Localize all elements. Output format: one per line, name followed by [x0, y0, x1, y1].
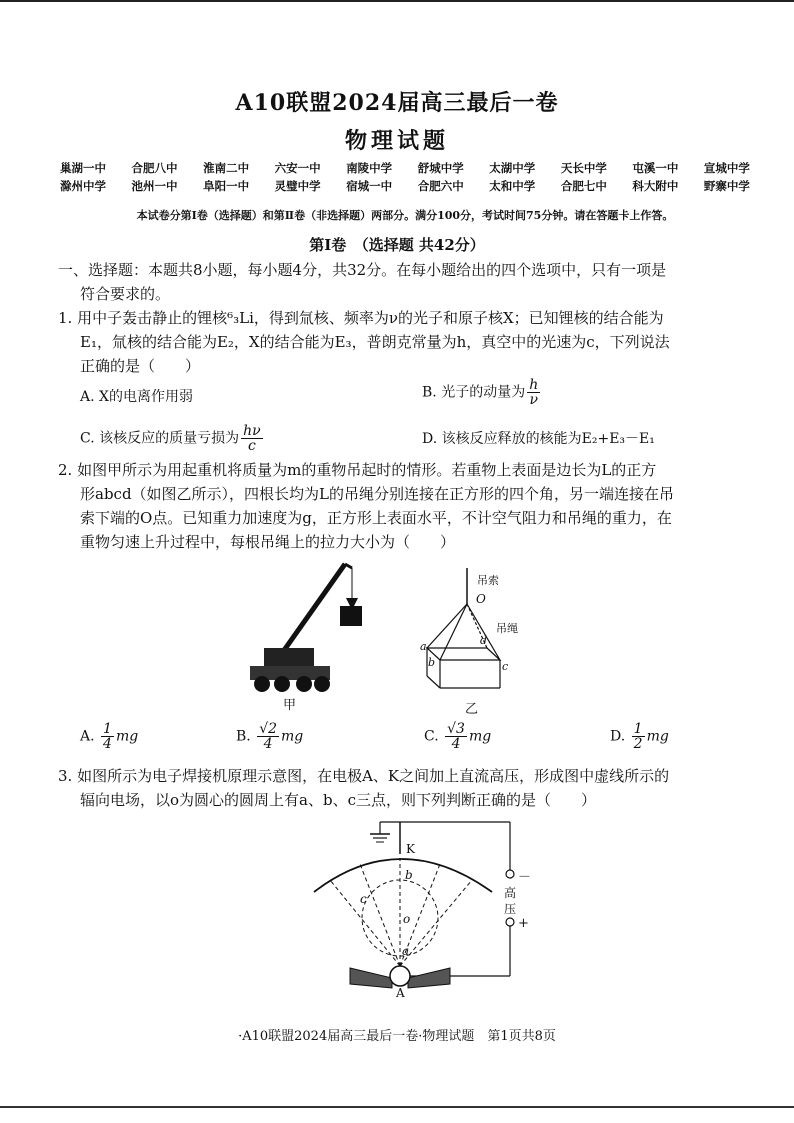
- q2-c-fraction: [445, 722, 467, 751]
- label-b: b: [428, 656, 436, 669]
- label-K: K: [406, 842, 415, 856]
- q2-b-num: √2: [259, 721, 278, 737]
- q2-d-fraction: [632, 722, 645, 751]
- page-footer: ·A10联盟2024届高三最后一卷·物理试题 第1页共8页: [238, 1029, 556, 1044]
- q2-b-fraction: [257, 722, 279, 751]
- label-q3-o: o: [403, 912, 411, 926]
- q2-line1: 如图甲所示为用起重机将质量为m的重物吊起时的情形。若重物上表面是边长为L的正方: [77, 461, 657, 479]
- school-name: 屯溪一中: [632, 161, 679, 175]
- school-name: 宣城中学: [703, 161, 750, 175]
- school-name: 合肥八中: [131, 161, 178, 175]
- electrode-a: [390, 966, 410, 986]
- label-A: A: [396, 986, 405, 1000]
- crane-boom: [280, 564, 345, 656]
- q3-line2: 辐向电场，以o为圆心的圆周上有a、b、c三点，则下列判断正确的是（ ）: [80, 791, 596, 809]
- school-name: 滁州中学: [60, 179, 106, 193]
- label-c: c: [502, 660, 509, 673]
- exam-note: 本试卷分第Ⅰ卷（选择题）和第Ⅱ卷（非选择题）两部分。满分100分，考试时间75分钟。请在答题卡上作答。: [136, 209, 674, 222]
- q1-b-den: ν: [529, 392, 538, 408]
- section-instruction: 一、选择题：本题共8小题，每小题4分，共32分。在每小题给出的四个选项中，只有一项是: [58, 261, 667, 279]
- school-name: 舒城中学: [417, 161, 464, 175]
- label-O: O: [476, 592, 486, 606]
- q1-b-num: h: [529, 377, 539, 393]
- exam-subject: 物理试题: [344, 128, 449, 154]
- q1-option-a: A. X的电离作用弱: [80, 389, 193, 405]
- label-a: a: [420, 640, 427, 653]
- label-d: d: [480, 634, 488, 647]
- fig-label-jia: 甲: [283, 698, 297, 713]
- crane-figure: [250, 556, 370, 696]
- q1-option-c: [80, 424, 265, 453]
- label-q3-a: a: [402, 944, 410, 958]
- q3-number: 3.: [58, 767, 73, 785]
- q2-number: 2.: [58, 461, 73, 479]
- label-diaosheng: 吊绳: [496, 622, 518, 635]
- school-list-row1: [60, 160, 750, 176]
- q1-line2: E₁，氚核的结合能为E₂，X的结合能为E₃，普朗克常量为h，真空中的光速为c，下列说法: [80, 333, 670, 351]
- school-list-row2: [60, 178, 750, 194]
- q2-a-num: 1: [103, 721, 112, 737]
- q1-number: 1.: [58, 309, 73, 327]
- q1-option-c-fraction: [241, 424, 263, 453]
- top-border: [0, 0, 794, 2]
- q2-a-fraction: [101, 722, 114, 751]
- school-name: 合肥六中: [417, 179, 464, 193]
- q2-c-mg: mg: [468, 728, 492, 745]
- school-name: 天长中学: [560, 161, 607, 175]
- school-name: 池州一中: [131, 179, 178, 193]
- question-1: [58, 306, 758, 330]
- q3-line1: 如图所示为电子焊接机原理示意图，在电极A、K之间加上直流高压，形成图中虚线所示的: [77, 767, 670, 785]
- question-2: [58, 458, 758, 482]
- school-name: 宿城一中: [346, 179, 393, 193]
- school-name: 灵璧中学: [274, 179, 321, 193]
- q2-option-b: [236, 722, 303, 751]
- label-minus: －: [518, 870, 532, 885]
- fig-label-yi: 乙: [465, 702, 479, 717]
- q2-a-den: 4: [103, 736, 112, 752]
- school-name: 六安一中: [274, 161, 321, 175]
- question-3: [58, 764, 758, 788]
- q1-option-c-text: C. 该核反应的质量亏损为: [80, 430, 240, 447]
- school-name: 太和中学: [489, 179, 536, 193]
- label-diaosuo: 吊索: [477, 574, 499, 587]
- q2-option-a: [80, 722, 138, 751]
- school-name: 太湖中学: [489, 161, 536, 175]
- q2-c-letter: C.: [424, 728, 439, 745]
- load-block: [340, 606, 362, 626]
- part1-heading: 第Ⅰ卷 （选择题 共42分）: [309, 236, 485, 254]
- label-plus: +: [518, 916, 529, 931]
- q2-d-mg: mg: [646, 728, 669, 745]
- q2-d-num: 1: [633, 721, 643, 737]
- label-gao: 高: [504, 886, 517, 900]
- bottom-border: [0, 1106, 794, 1108]
- q1-line3: 正确的是（ ）: [80, 357, 201, 375]
- school-name: 南陵中学: [346, 161, 393, 175]
- q2-line4: 重物匀速上升过程中，每根吊绳上的拉力大小为（ ）: [80, 533, 456, 551]
- school-name: 野寨中学: [703, 179, 750, 193]
- q2-b-letter: B.: [236, 728, 251, 745]
- q2-c-num: √3: [447, 721, 465, 737]
- q1-option-b: [422, 378, 542, 407]
- q2-line2: 形abcd（如图乙所示），四根长均为L的吊绳分别连接在正方形的四个角，另一端连接在吊: [80, 485, 675, 503]
- q1-option-b-text: B. 光子的动量为: [422, 384, 526, 401]
- label-q3-c: c: [360, 892, 367, 906]
- q2-d-letter: D.: [610, 728, 626, 745]
- label-ya: 压: [504, 902, 517, 916]
- q2-option-d: [610, 722, 669, 751]
- school-name: 合肥七中: [560, 179, 607, 193]
- q1-option-d: D. 该核反应释放的核能为E₂+E₃－E₁: [422, 431, 655, 447]
- exam-title: A10联盟2024届高三最后一卷: [235, 90, 559, 116]
- q1-option-b-fraction: [527, 378, 540, 407]
- q1-c-num: hν: [243, 423, 261, 439]
- q1-c-den: c: [247, 438, 256, 454]
- q2-d-den: 2: [633, 736, 643, 752]
- q2-b-den: 4: [263, 736, 273, 752]
- school-name: 淮南二中: [203, 161, 250, 175]
- q2-a-mg: mg: [115, 728, 139, 745]
- school-name: 阜阳一中: [203, 179, 250, 193]
- school-name: 巢湖一中: [60, 161, 106, 175]
- q2-option-c: [424, 722, 491, 751]
- q2-line3: 索下端的O点。已知重力加速度为g，正方形上表面水平，不计空气阻力和吊绳的重力，在: [80, 509, 672, 527]
- q1-line1: 用中子轰击静止的锂核⁶₃Li，得到氚核、频率为ν的光子和原子核X；已知锂核的结合能为: [77, 309, 664, 327]
- label-q3-b: b: [405, 868, 413, 882]
- school-name: 科大附中: [632, 179, 679, 193]
- q2-a-letter: A.: [80, 728, 95, 745]
- section-instruction-cont: 符合要求的。: [80, 285, 171, 303]
- q2-b-mg: mg: [281, 728, 304, 745]
- q2-c-den: 4: [451, 736, 461, 752]
